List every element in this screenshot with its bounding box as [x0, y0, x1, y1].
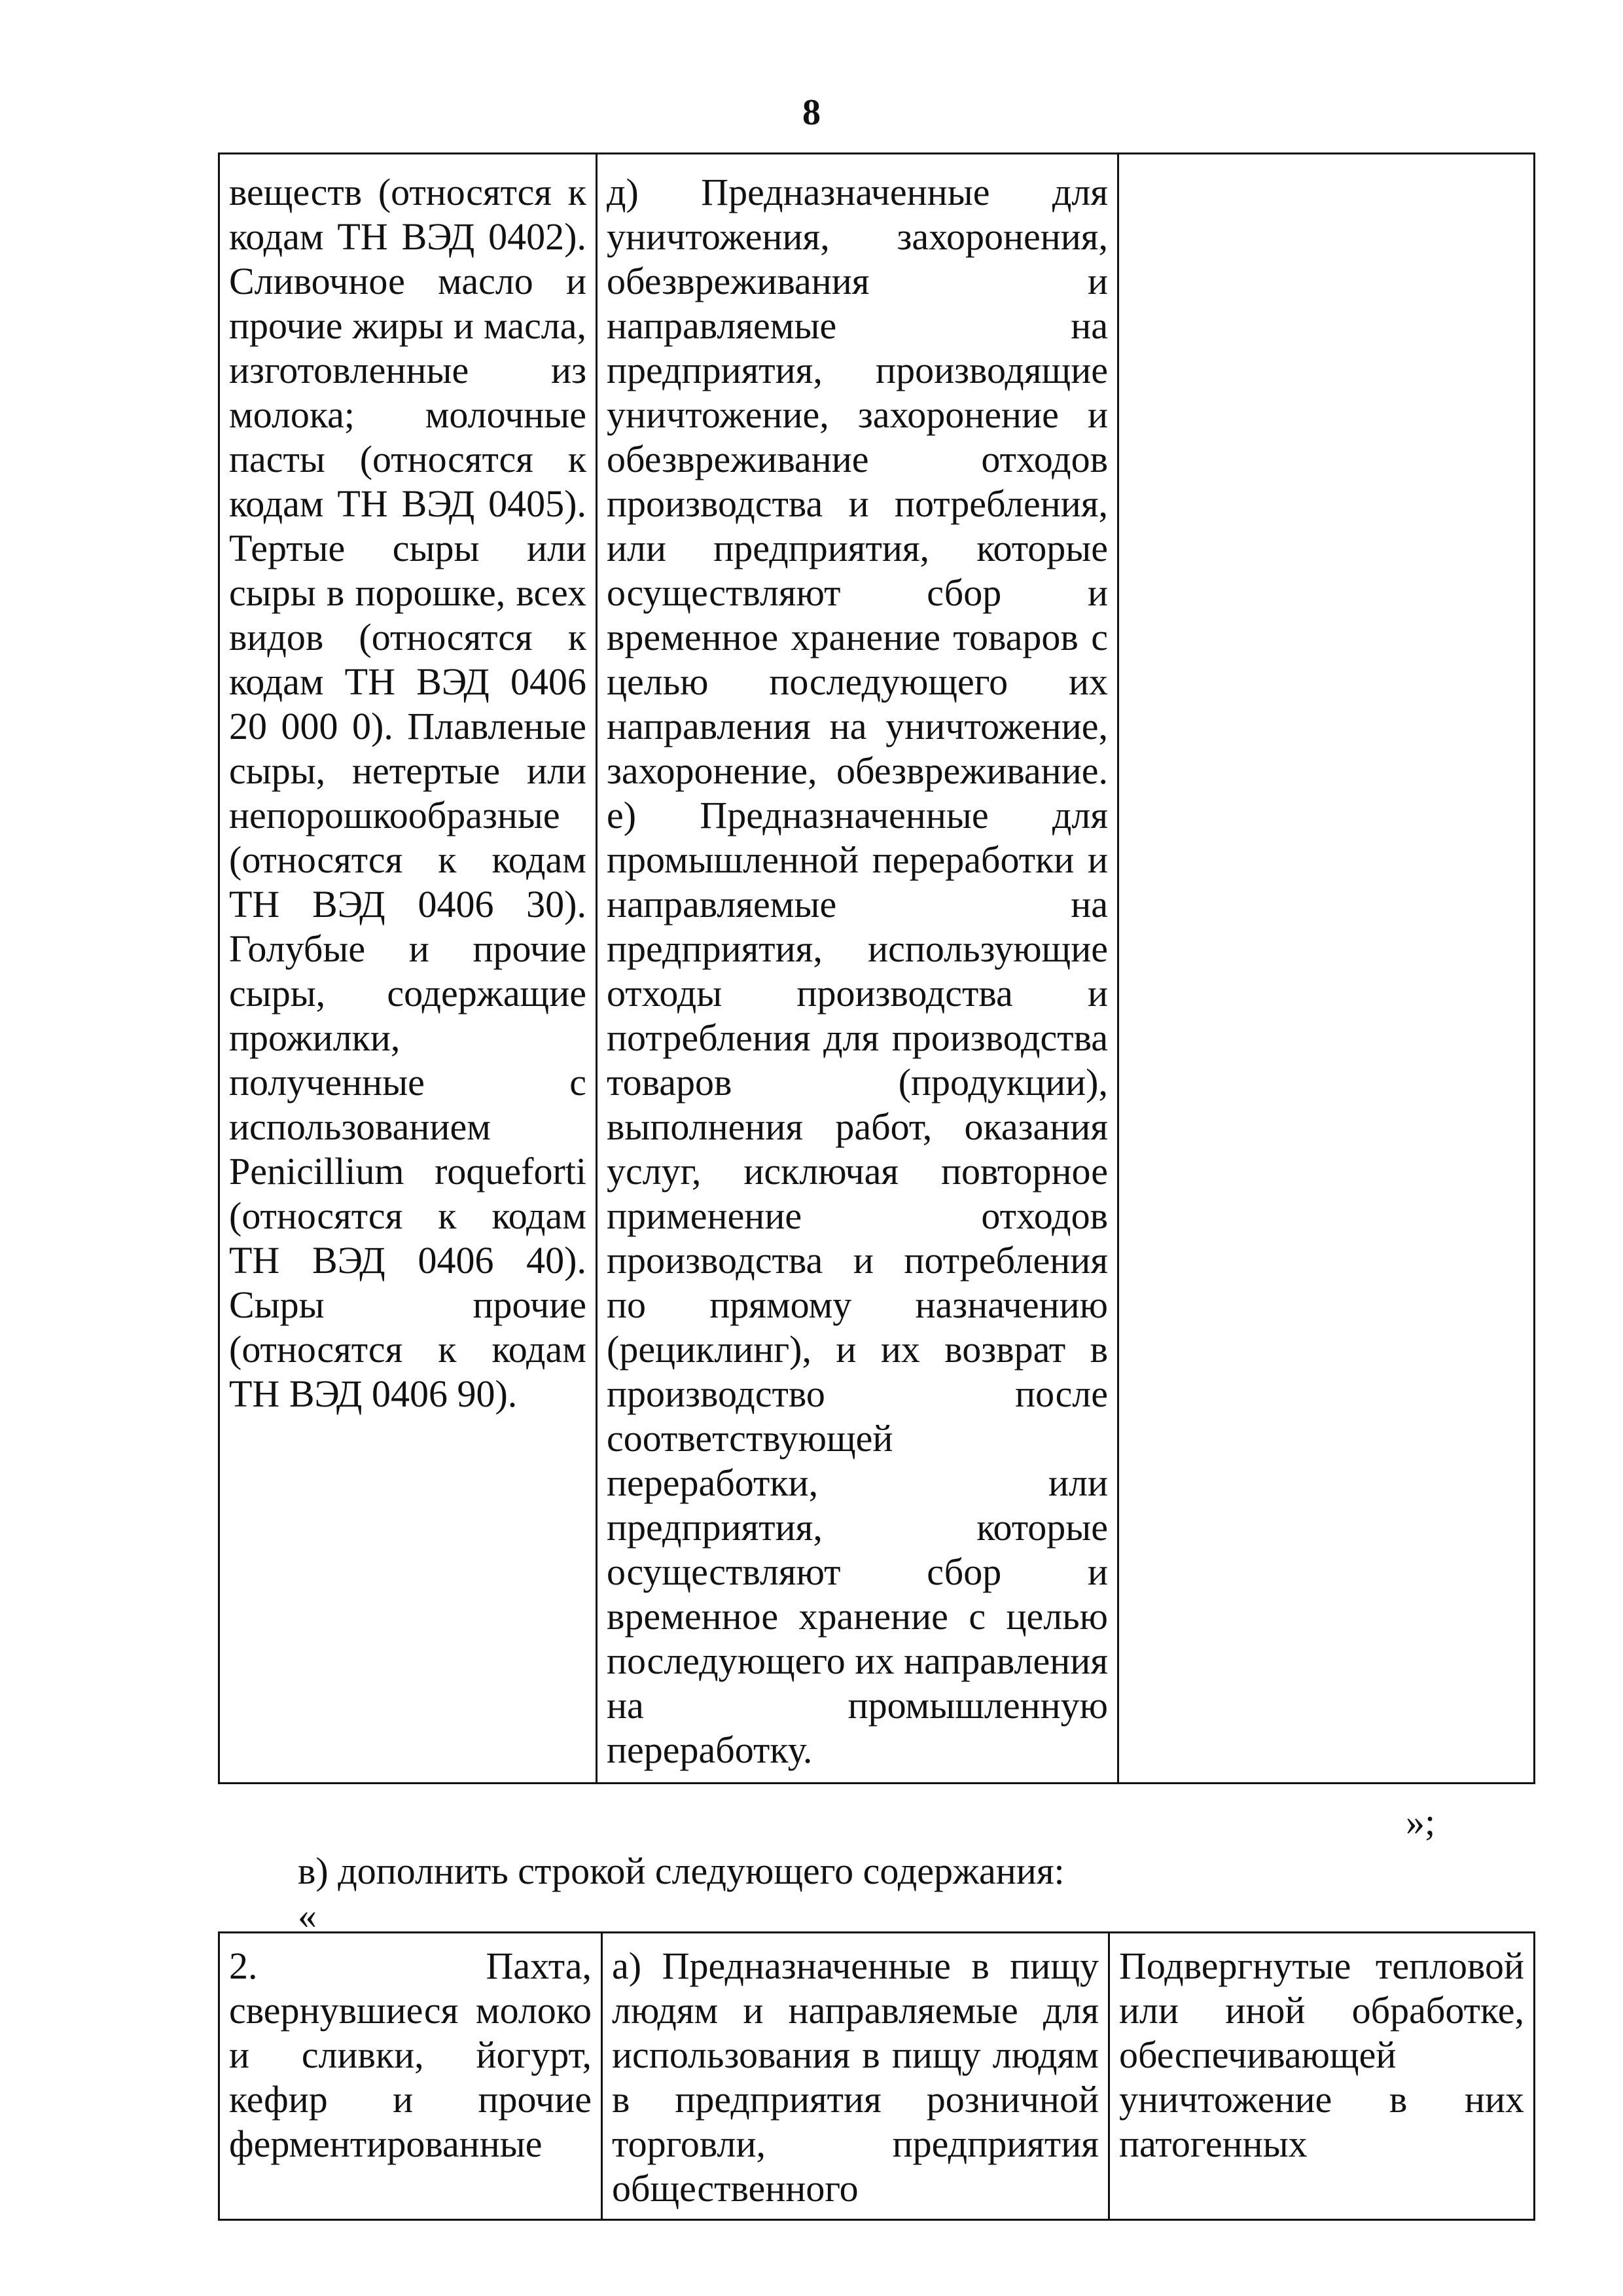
closing-quote: »; — [1406, 1801, 1436, 1843]
table-cell-product — [219, 1933, 602, 2220]
conditions-text: Подвергнутые тепловой или иной обработке, обеспечивающей уничтожение в них патогенных — [1119, 1945, 1524, 2165]
intro-text: в) дополнить строкой следующего содержания: — [298, 1850, 1065, 1892]
open-quote: « — [298, 1894, 317, 1937]
table-cell-purpose — [602, 1933, 1109, 2220]
product-text: 2. Пахта, свернувшиеся молоко и сливки, йогурт, кефир и прочие ферментированные — [229, 1945, 592, 2165]
table-cell-conditions — [1109, 1933, 1535, 2220]
page-number: 8 — [802, 92, 821, 133]
table-row — [219, 1933, 1535, 2220]
purpose-text: а) Предназначенные в пищу людям и направляемые для использования в пищу людям в предприятия розничной торговли, предприятия общественного — [612, 1945, 1099, 2210]
purpose-text: д) Предназначенные для уничтожения, захоронения, обезвреживания и направляемые на предприятия, производящие уничтожение, захоронение и обезвреживание отходов производства и потребления, или предприятия, которые осуществляют сбор и временное хранение товаров с целью последующего их направления на уничтожение, захоронение, обезвреживание. е) Предназначенные для промышленной переработки и направляемые на предприятия, использующие отходы производства и потребления для производства товаров (продукции), выполнения работ, оказания услуг, исключая повторное применение отходов производства и потребления по прямому назначению (рециклинг), и их возврат в производство после соответствующей переработки, или предприятия, которые осуществляют сбор и временное хранение с целью последующего их направления на промышленную переработку. — [607, 171, 1108, 1771]
table-top — [218, 152, 1535, 1784]
table-cell-product — [219, 154, 597, 1784]
conditions-text — [1119, 154, 1533, 170]
table-row — [219, 154, 1535, 1784]
product-text: веществ (относятся к кодам ТН ВЭД 0402). Сливочное масло и прочие жиры и масла, изготовленные из молока; молочные пасты (относятся к кодам ТН ВЭД 0405). Тертые сыры или сыры в порошке, всех видов (относятся к кодам ТН ВЭД 0406 20 000 0). Плавленые сыры, нетертые или непорошкообразные (относятся к кодам ТН ВЭД 0406 30). Голубые и прочие сыры, содержащие прожилки, полученные с использованием Penicillium roqueforti (относятся к кодам ТН ВЭД 0406 40). Сыры прочие (относятся к кодам ТН ВЭД 0406 90). — [229, 171, 586, 1415]
table-cell-purpose — [597, 154, 1118, 1784]
table-cell-conditions — [1118, 154, 1535, 1784]
table-bottom — [218, 1931, 1535, 2221]
